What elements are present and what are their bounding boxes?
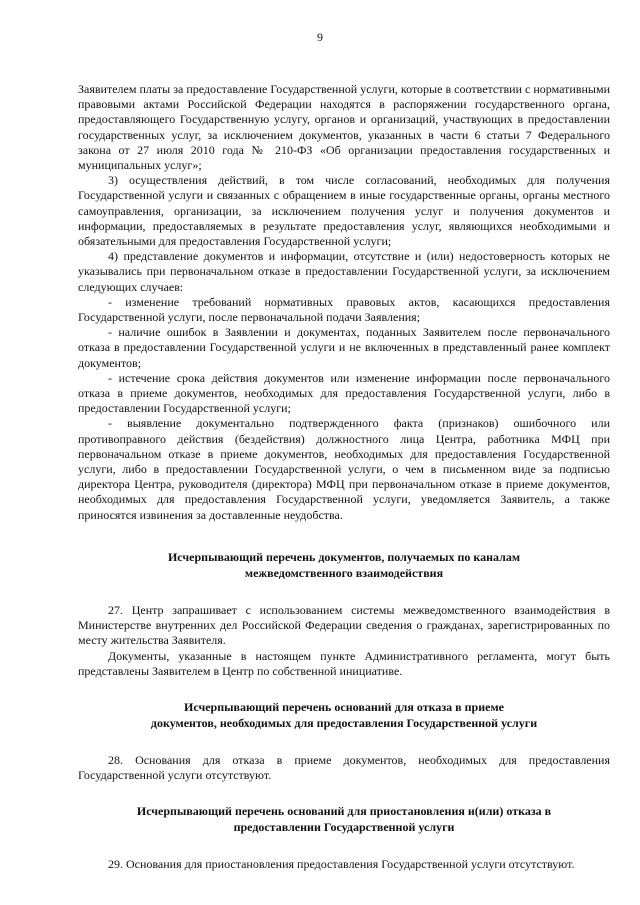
section-heading-refusal-line1: Исчерпывающий перечень оснований для отказа в приеме: [184, 699, 504, 714]
paragraph-29: 29. Основания для приостановления предоставления Государственной услуги отсутствуют.: [108, 857, 575, 872]
paragraph-continuation: Заявителем платы за предоставление Государственной услуги, которые в соответствии с нормативными правовыми актами Российской Федерации находятся в распоряжении государственного органа, предоставляющего Государственную услугу, органов и организаций, участвующих в предоставлении государственных услуг, за исключением документов, указанных в части 6 статьи 7 Федерального закона от 27 июля 2010 года № 210-ФЗ «Об организации предоставления государственных и муниципальных услуг»;: [78, 82, 610, 173]
section-heading-suspension: [78, 803, 610, 835]
section-heading-refusal: [78, 699, 610, 731]
exception-item-3: - истечение срока действия документов или изменение информации после первоначального отказа в приеме документов, необходимых для предоставления Государственной услуги, либо в предоставлении Государственной услуги;: [78, 370, 610, 416]
exception-item-2: - наличие ошибок в Заявлении и документах, поданных Заявителем после первоначального отказа в предоставлении Государственной услуги и не включенных в представленный ранее комплект документов;: [78, 325, 610, 370]
paragraph-28: 28. Основания для отказа в приеме документов, необходимых для предоставления Государственной услуги отсутствуют.: [78, 752, 610, 783]
section-heading-suspension-line2: предоставлении Государственной услуги: [233, 820, 455, 835]
section-heading-suspension-line1: Исчерпывающий перечень оснований для приостановления и(или) отказа в: [136, 804, 552, 819]
paragraph-27: 27. Центр запрашивает с использованием системы межведомственного взаимодействия в Министерстве внутренних дел Российской Федерации сведения о гражданах, зарегистрированных по месту жительства Заявителя.: [78, 602, 610, 648]
section-heading-documents-line1: Исчерпывающий перечень документов, получаемых по каналам: [167, 549, 521, 564]
paragraph-27-note: Документы, указанные в настоящем пункте Административного регламента, могут быть представлены Заявителем в Центр по собственной инициативе.: [78, 648, 610, 678]
section-heading-refusal-line2: документов, необходимых для предоставления Государственной услуги: [150, 715, 538, 730]
section-heading-documents-line2: межведомственного взаимодействия: [244, 565, 444, 580]
exception-item-4: - выявление документально подтвержденного факта (признаков) ошибочного или противоправного действия (бездействия) должностного лица Центра, работника МФЦ при первоначальном отказе в приеме документов, необходимых для предоставления Государственной услуги, либо в предоставлении Государственной услуги, о чем в письменном виде за подписью директора Центра, руководителя (директора) МФЦ при первоначальном отказе в приеме документов, необходимых для предоставления Государственной услуги, уведомляется Заявитель, а также приносятся извинения за доставленные неудобства.: [78, 416, 610, 522]
document-body: [78, 82, 610, 873]
paragraph-item-4: 4) представление документов и информации, отсутствие и (или) недостоверность которых не указывались при первоначальном отказе в предоставлении Государственной услуги, за исключением следующих случаев:: [78, 249, 610, 294]
exception-item-1: - изменение требований нормативных правовых актов, касающихся предоставления Государственной услуги, после первоначальной подачи Заявления;: [78, 294, 610, 325]
paragraph-item-3: 3) осуществления действий, в том числе согласований, необходимых для получения Государственной услуги и связанных с обращением в иные государственные органы, органы местного самоуправления, организации, за исключением получения услуг и получения документов и информации, предоставляемых в результате предоставления услуг, являющихся необходимыми и обязательными для предоставления Государственной услуги;: [78, 173, 610, 249]
page-number: 9: [317, 30, 323, 44]
section-heading-documents: [78, 549, 610, 581]
